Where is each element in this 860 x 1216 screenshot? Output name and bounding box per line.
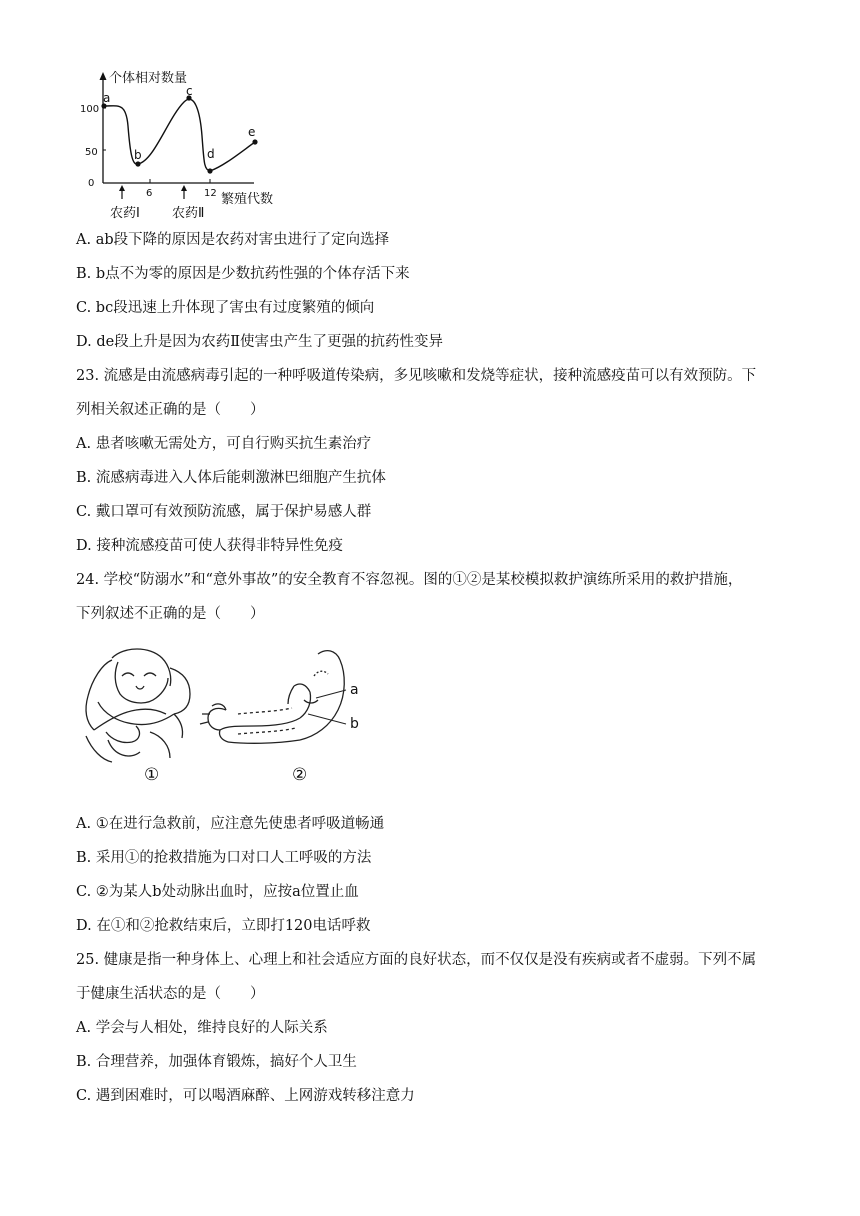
label-a: a [103,91,111,105]
population-graph [76,66,286,226]
x-axis-label: 繁殖代数 [221,192,274,207]
q23-option-c: C. 戴口罩可有效预防流感，属于保护易感人群 [76,504,372,520]
q23-option-d: D. 接种流感疫苗可使人获得非特异性免疫 [76,538,343,554]
q25-stem-line1: 25. 健康是指一种身体上、心理上和社会适应方面的良好状态，而不仅仅是没有疾病或者不虚弱。下列不属 [76,952,757,968]
y-tick-0: 0 [88,178,95,189]
x-tick-6: 6 [146,188,153,199]
q22-option-c: C. bc段迅速上升体现了害虫有过度繁殖的倾向 [76,300,375,316]
label-c: c [186,84,193,98]
q23-option-b: B. 流感病毒进入人体后能刺激淋巴细胞产生抗体 [76,470,386,486]
label-d: d [207,147,215,161]
q23-option-a: A. 患者咳嗽无需处方，可自行购买抗生素治疗 [76,436,372,452]
pesticide-1-arrowhead [119,185,125,191]
q25-option-b: B. 合理营养，加强体育锻炼，搞好个人卫生 [76,1054,357,1070]
q24-option-d: D. 在①和②抢救结束后，立即打120电话呼救 [76,918,371,934]
q24-stem-line1: 24. 学校“防溺水”和“意外事故”的安全教育不容忽视。图的①②是某校模拟救护演练所采用的救护措施， [76,572,743,588]
figure-1-caption: ① [144,765,160,785]
x-tick-12: 12 [204,188,217,199]
figure-1-drawing [86,649,190,762]
point-b [135,161,140,166]
figure-2-caption: ② [292,765,308,785]
q25-stem-line2: 于健康生活状态的是（ ） [76,986,265,1002]
population-curve [104,99,255,171]
label-b: b [134,148,142,162]
label-e: e [248,125,256,139]
q22-option-a: A. ab段下降的原因是农药对害虫进行了定向选择 [76,232,390,248]
q24-option-a: A. ①在进行急救前，应注意先使患者呼吸道畅通 [76,816,385,832]
pesticide-1-label: 农药Ⅰ [110,206,140,221]
q22-option-b: B. b点不为零的原因是少数抗药性强的个体存活下来 [76,266,410,282]
q25-option-a: A. 学会与人相处，维持良好的人际关系 [76,1020,328,1036]
y-tick-50: 50 [85,147,98,158]
y-axis-label: 个体相对数量 [109,71,188,86]
y-axis-arrow [100,72,107,80]
q23-stem-line1: 23. 流感是由流感病毒引起的一种呼吸道传染病，多见咳嗽和发烧等症状，接种流感疫苗可以有效预防。下 [76,368,757,384]
q22-option-d: D. de段上升是因为农药Ⅱ使害虫产生了更强的抗药性变异 [76,334,444,350]
q23-stem-line2: 列相关叙述正确的是（ ） [76,402,265,418]
figure-2-label-b: b [350,716,359,732]
q24-option-c: C. ②为某人b处动脉出血时，应按a位置止血 [76,884,359,900]
y-tick-100: 100 [80,104,100,115]
pointer-b-line [308,714,346,724]
q24-stem-line2: 下列叙述不正确的是（ ） [76,606,265,622]
point-d [207,168,212,173]
pointer-a-line [316,690,346,698]
figure-2-drawing [200,651,344,744]
point-e [252,139,257,144]
q25-option-c: C. 遇到困难时，可以喝酒麻醉、上网游戏转移注意力 [76,1088,415,1104]
first-aid-figure [78,640,378,790]
q24-option-b: B. 采用①的抢救措施为口对口人工呼吸的方法 [76,850,372,866]
pesticide-2-arrowhead [181,185,187,191]
figure-2-label-a: a [350,682,359,698]
pesticide-2-label: 农药Ⅱ [172,206,205,221]
